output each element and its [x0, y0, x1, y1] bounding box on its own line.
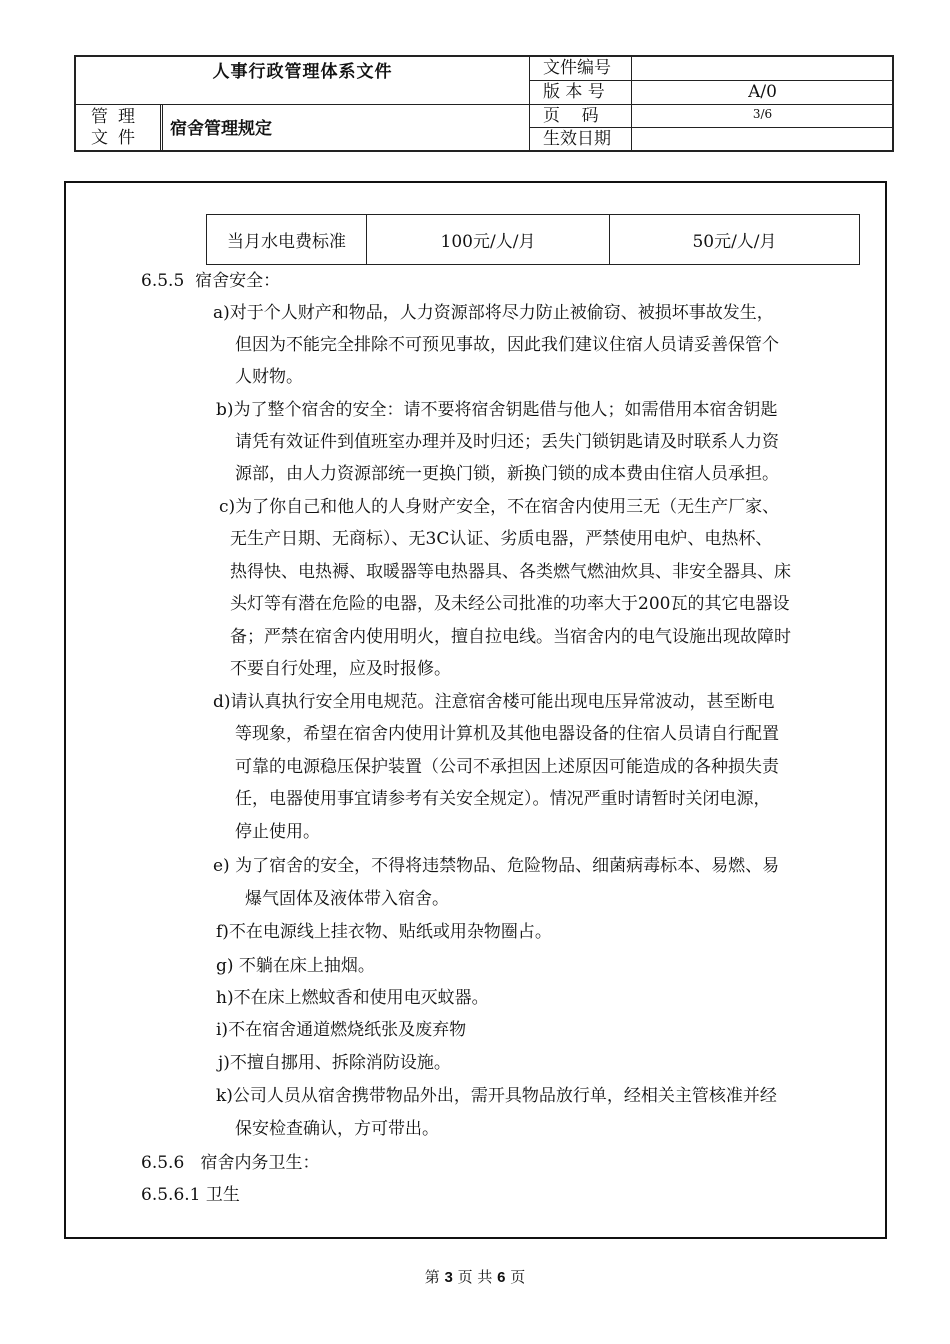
effective-date-value [633, 128, 892, 151]
paragraph-line: f)不在电源线上挂衣物、贴纸或用杂物圈占。 [216, 922, 552, 942]
fee-row-label: 当月水电费标准 [207, 215, 367, 265]
paragraph-line: 请凭有效证件到值班室办理并及时归还；丢失门锁钥匙请及时联系人力资 [235, 432, 779, 452]
paragraph-line: b)为了整个宿舍的安全：请不要将宿舍钥匙借与他人；如需借用本宿舍钥匙 [216, 400, 778, 420]
paragraph-line: 爆气固体及液体带入宿舍。 [245, 889, 449, 909]
footer-current-page: 3 [444, 1269, 453, 1286]
section-heading: 6.5.5 宿舍安全： [141, 271, 281, 291]
footer-text: 页 共 [457, 1268, 493, 1286]
file-number-label: 文件编号 [543, 58, 611, 78]
header-divider [162, 104, 163, 150]
effective-date-label: 生效日期 [543, 129, 611, 149]
paragraph-line: 头灯等有潜在危险的电器，及未经公司批准的功率大于200瓦的其它电器设 [230, 594, 790, 614]
page-label: 页 码 [543, 106, 599, 126]
paragraph-line: i)不在宿舍通道燃烧纸张及废弃物 [216, 1020, 467, 1040]
section-heading: 6.5.6.1 卫生 [141, 1185, 240, 1205]
page-value: 3/6 [752, 107, 773, 121]
section-heading: 6.5.6 宿舍内务卫生： [141, 1153, 320, 1173]
fee-value-2: 50元/人/月 [610, 215, 860, 265]
version-label: 版 本 号 [543, 82, 605, 102]
paragraph-line: 任，电器使用事宜请参考有关安全规定）。情况严重时请暂时关闭电源， [235, 789, 771, 809]
paragraph-line: 不要自行处理，应及时报修。 [230, 659, 451, 679]
system-title: 人事行政管理体系文件 [212, 62, 393, 82]
paragraph-line: k)公司人员从宿舍携带物品外出，需开具物品放行单，经相关主管核准并经 [216, 1086, 777, 1106]
document-header-table [74, 55, 894, 152]
paragraph-line: g) 不躺在床上抽烟。 [216, 956, 375, 976]
paragraph-line: 可靠的电源稳压保护装置（公司不承担因上述原因可能造成的各种损失责 [235, 757, 779, 777]
paragraph-line: 热得快、电热褥、取暖器等电热器具、各类燃气燃油炊具、非安全器具、床 [230, 562, 791, 582]
paragraph-line: e) 为了宿舍的安全，不得将违禁物品、危险物品、细菌病毒标本、易燃、易 [213, 856, 780, 876]
paragraph-line: a)对于个人财产和物品，人力资源部将尽力防止被偷窃、被损坏事故发生， [213, 303, 774, 323]
version-value: A/0 [748, 82, 777, 102]
footer-total-pages: 6 [497, 1269, 506, 1286]
fee-value-1: 100元/人/月 [367, 215, 610, 265]
header-divider [160, 104, 161, 150]
paragraph-line: 停止使用。 [235, 822, 320, 842]
paragraph-line: h)不在床上燃蚊香和使用电灭蚊器。 [216, 988, 489, 1008]
paragraph-line: 但因为不能完全排除不可预见事故，因此我们建议住宿人员请妥善保管个 [235, 335, 779, 355]
utility-fee-table [206, 214, 860, 265]
paragraph-line: 等现象，希望在宿舍内使用计算机及其他电器设备的住宿人员请自行配置 [235, 724, 779, 744]
paragraph-line: 人财物。 [235, 367, 303, 387]
paragraph-line: 源部，由人力资源部统一更换门锁，新换门锁的成本费由住宿人员承担。 [235, 464, 779, 484]
footer-text: 第 [424, 1268, 440, 1286]
paragraph-line: d)请认真执行安全用电规范。注意宿舍楼可能出现电压异常波动，甚至断电 [213, 692, 775, 712]
category-line: 文件 [91, 128, 145, 148]
page-footer [0, 1266, 950, 1287]
category-line: 管理 [91, 107, 145, 127]
paragraph-line: 无生产日期、无商标）、无3C认证、劣质电器，严禁使用电炉、电热杯、 [230, 529, 773, 549]
paragraph-line: c)为了你自己和他人的人身财产安全，不在宿舍内使用三无（无生产厂家、 [219, 497, 780, 517]
document-title: 宿舍管理规定 [170, 119, 272, 139]
paragraph-line: j)不擅自挪用、拆除消防设施。 [218, 1053, 451, 1073]
table-row [207, 215, 860, 265]
file-number-value [633, 57, 892, 80]
footer-text: 页 [510, 1268, 526, 1286]
document-category [76, 105, 160, 152]
paragraph-line: 保安检查确认，方可带出。 [235, 1119, 439, 1139]
paragraph-line: 备；严禁在宿舍内使用明火，擅自拉电线。当宿舍内的电气设施出现故障时 [230, 627, 791, 647]
